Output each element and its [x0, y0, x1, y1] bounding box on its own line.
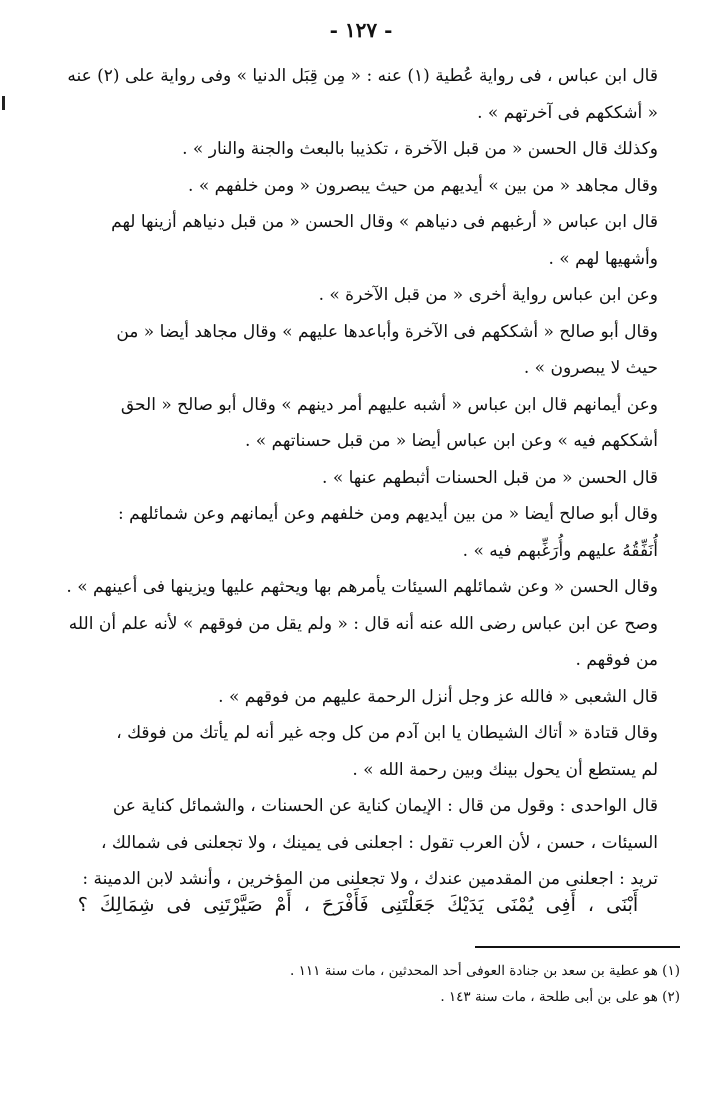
text-line: وقال أبو صالح أيضا « من بين أيديهم ومن خلفهم وعن أيمانهم وعن شمائلهم :	[118, 504, 658, 524]
text-line: وأشهيها لهم » .	[548, 248, 658, 269]
text-line: تريد : اجعلنى من المقدمين عندك ، ولا تجعلنى من المؤخرين ، وأنشد لابن الدمينة :	[82, 869, 658, 889]
body-text	[58, 58, 658, 898]
text-line: وعن أيمانهم قال ابن عباس « أشبه عليهم أمر دينهم » وقال أبو صالح « الحق	[120, 394, 658, 415]
footnotes	[58, 958, 680, 1010]
text-line: قال الشعبى « فالله عز وجل أنزل الرحمة عليهم من فوقهم » .	[218, 686, 658, 707]
poetry-verse: أَبْنَى ، أَفِى يُمْنَى يَدَيْكَ جَعَلْتَنِى فَأَفْرَحَ ، أَمْ صَيَّرْتَنِى فى شِمَالِكَ ؟	[77, 894, 639, 916]
text-line: قال ابن عباس ، فى رواية عُطية (١) عنه : « مِن قِبَل الدنيا » وفى رواية على (٢) عنه	[67, 66, 658, 86]
page-number: - ١٢٧ -	[329, 18, 393, 42]
text-line: وعن ابن عباس رواية أخرى « من قبل الآخرة » .	[318, 285, 658, 305]
text-line: قال الحسن « من قبل الحسنات أثبطهم عنها » .	[322, 467, 658, 488]
text-line: لم يستطع أن يحول بينك وبين رحمة الله » .	[352, 759, 658, 780]
text-line: وصح عن ابن عباس رضى الله عنه أنه قال : « ولم يقل من فوقهم » لأنه علم أن الله	[68, 613, 658, 634]
footnote: (١) هو عطية بن سعد بن جنادة العوفى أحد المحدثين ، مات سنة ١١١ .	[290, 963, 680, 979]
margin-mark	[2, 96, 5, 110]
text-line: أُنَفِّقُهُ عليهم وأُرَغِّبهم فيه » .	[462, 540, 658, 561]
text-line: قال ابن عباس « أرغبهم فى دنياهم » وقال الحسن « من قبل دنياهم أزينها لهم	[111, 212, 658, 232]
text-line: أشككهم فيه » وعن ابن عباس أيضا « من قبل حسناتهم » .	[244, 431, 658, 451]
text-line: حيث لا يبصرون » .	[523, 358, 658, 378]
text-line: قال الواحدى : وقول من قال : الإيمان كناية عن الحسنات ، والشمائل كناية عن	[112, 796, 658, 816]
text-line: وقال الحسن « وعن شمائلهم السيئات يأمرهم بها ويحثهم عليها ويزينها فى أعينهم » .	[66, 577, 658, 597]
text-line: وقال أبو صالح « أشككهم فى الآخرة وأباعدها عليهم » وقال مجاهد أيضا « من	[116, 321, 658, 342]
text-line: وكذلك قال الحسن « من قبل الآخرة ، تكذيبا بالبعث والجنة والنار » .	[182, 139, 658, 159]
text-line: من فوقهم .	[575, 650, 658, 670]
text-line: « أشككهم فى آخرتهم » .	[477, 102, 658, 123]
footnote: (٢) هو على بن أبى طلحة ، مات سنة ١٤٣ .	[440, 989, 680, 1005]
footnote-divider	[475, 946, 680, 948]
text-line: السيئات ، حسن ، لأن العرب تقول : اجعلنى فى يمينك ، ولا تجعلنى فى شمالك ،	[101, 832, 658, 853]
text-line: وقال قتادة « أتاك الشيطان يا ابن آدم من كل وجه غير أنه لم يأتك من فوقك ،	[116, 723, 658, 743]
text-line: وقال مجاهد « من بين » أيديهم من حيث يبصرون « ومن خلفهم » .	[188, 175, 658, 196]
